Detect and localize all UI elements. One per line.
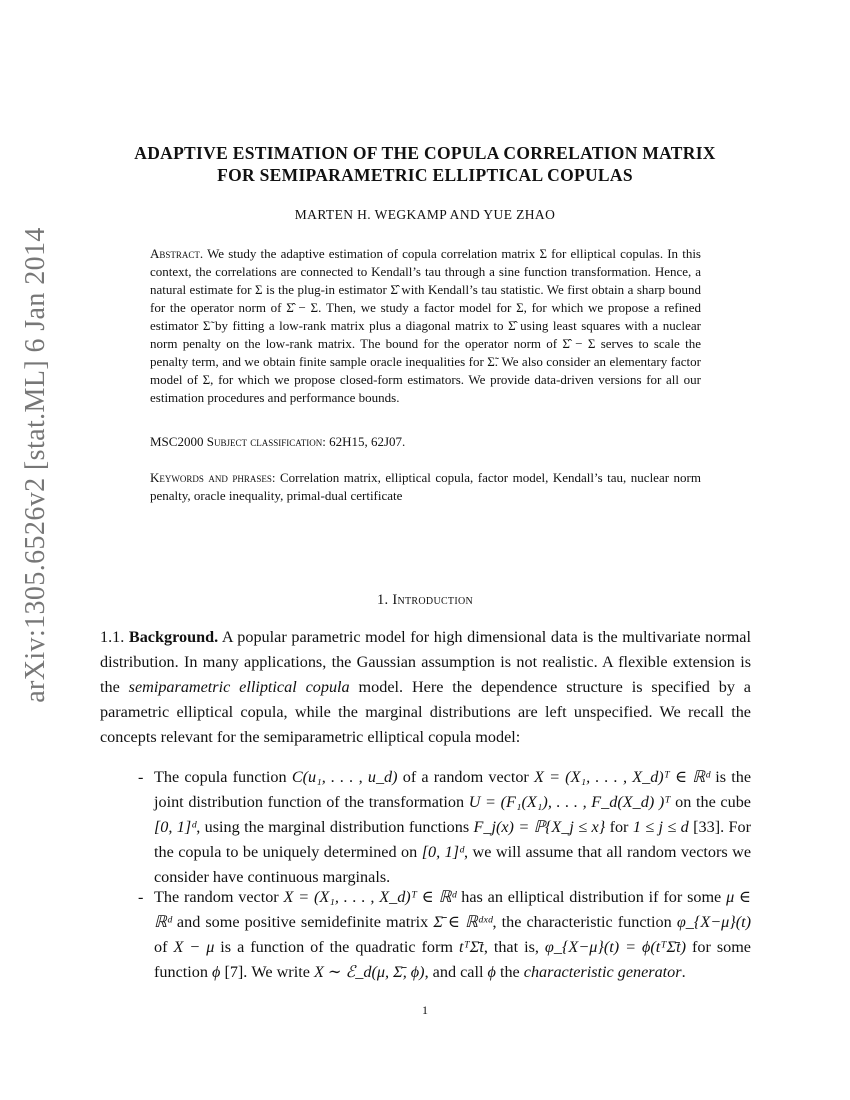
math: ϕ [487, 963, 496, 981]
bullet-text: of [154, 938, 168, 956]
bullet-text: and some positive semidefinite matrix [176, 913, 429, 931]
bullet-text: , the characteristic function [492, 913, 672, 931]
math: [0, 1]ᵈ [154, 818, 197, 836]
paper-title [60, 142, 790, 186]
math: U = (F₁(X₁), . . . , F_d(X_d) )ᵀ [468, 793, 671, 811]
math: tᵀΣ̄t [458, 938, 484, 956]
bullet-text: of a random vector [402, 768, 529, 786]
keywords [150, 469, 701, 505]
bullet-text: , using the marginal distribution functions [196, 818, 470, 836]
math: ϕ [212, 963, 221, 981]
math: X ∼ ℰ_d(μ, Σ̄, ϕ) [313, 963, 425, 981]
bullet-text: , and call [424, 963, 484, 981]
abstract-text: We study the adaptive estimation of copula correlation matrix Σ for elliptical copulas. In this context, the correlations are connected to Kendall’s tau through a sine function transformation. Hence, a natural estimate for Σ is the plug-in estimator Σ̂ with Kendall’s tau statistic. We first obtain a sharp bound for the operator norm of Σ̂ − Σ. Then, we study a factor model for Σ, for which we propose a refined estimator Σ̃ by fitting a low-rank matrix plus a diagonal matrix to Σ̂ using least squares with a nuclear norm penalty on the low-rank matrix. The bound for the operator norm of Σ̂ − Σ serves to scale the penalty term, and we obtain finite sample oracle inequalities for Σ̃. We also consider an elementary factor model of Σ, for which we propose closed-form estimators. We provide data-driven versions for all our estimation procedures and performance bounds. [150, 246, 701, 405]
bullet-text: . [681, 963, 686, 981]
bullet-text: [7]. We write [224, 963, 310, 981]
msc-classification [150, 433, 701, 451]
subsection-heading: Background. [128, 628, 219, 646]
keywords-text: Correlation matrix, elliptical copula, factor model, Kendall’s tau, nuclear norm penalty, oracle inequality, primal-dual certificate [150, 470, 701, 503]
section-heading: 1. Introduction [376, 592, 474, 608]
msc-label: MSC2000 Subject classification: [150, 434, 326, 449]
math: X = (X₁, . . . , X_d)ᵀ ∈ ℝᵈ [283, 888, 457, 906]
bullet-text: the [499, 963, 520, 981]
math: 1 ≤ j ≤ d [632, 818, 689, 836]
title-line-2: FOR SEMIPARAMETRIC ELLIPTICAL COPULAS [217, 165, 633, 185]
bullet-elliptical-distribution [138, 885, 752, 985]
bullet-text: , we will assume that all random vectors we consider have continuous marginals. [154, 843, 752, 886]
math: Σ̄ ∈ ℝᵈˣᵈ [433, 913, 493, 931]
math: C(u₁, . . . , u_d) [291, 768, 398, 786]
math: F_j(x) = ℙ{X_j ≤ x} [473, 818, 606, 836]
math: [0, 1]ᵈ [421, 843, 465, 861]
abstract-label: Abstract. [150, 246, 204, 261]
background-emphasis: semiparametric elliptical copula [128, 678, 350, 696]
bullet-text: , that is, [483, 938, 539, 956]
math: φ_{X−μ}(t) = ϕ(tᵀΣ̄t) [544, 938, 687, 956]
math: X − μ [173, 938, 215, 956]
subsection-number: 1.1. [100, 628, 125, 646]
bullet-text: The random vector [154, 888, 279, 906]
bullet-text: for some function [154, 938, 751, 981]
bullet-dash: - [138, 768, 144, 786]
bullet-text: is a function of the quadratic form [220, 938, 453, 956]
bullet-dash: - [138, 888, 144, 906]
background-text: A popular parametric model for high dimensional data is the multivariate normal distribution. In many applications, the Gaussian assumption is not realistic. A flexible extension is the [100, 628, 751, 696]
keywords-label: Keywords and phrases: [150, 470, 276, 485]
bullet-text: on the cube [675, 793, 751, 811]
msc-codes: 62H15, 62J07. [329, 434, 406, 449]
background-paragraph [100, 625, 751, 750]
bullet-text: is the joint distribution function of the transformation [154, 768, 752, 811]
math: φ_{X−μ}(t) [676, 913, 752, 931]
bullet-text: The copula function [154, 768, 287, 786]
math: μ ∈ ℝᵈ [154, 888, 752, 931]
abstract [150, 245, 701, 407]
bullet-emphasis: characteristic generator [523, 963, 682, 981]
background-text-cont: model. Here the dependence structure is specified by a parametric elliptical copula, while the marginal distributions are left unspecified. We recall the concepts relevant for the semiparametric elliptical copula model: [100, 678, 751, 746]
title-line-1: ADAPTIVE ESTIMATION OF THE COPULA CORRELATION MATRIX [134, 143, 716, 163]
bullet-text: for [609, 818, 629, 836]
bullet-text: [33]. For the copula to be uniquely determined on [154, 818, 752, 861]
arxiv-identifier: arXiv:1305.6526v2 [stat.ML] 6 Jan 2014 [20, 227, 51, 703]
bullet-copula-function [138, 765, 752, 890]
math: X = (X₁, . . . , X_d)ᵀ ∈ ℝᵈ [534, 768, 711, 786]
bullet-text: has an elliptical distribution if for some [461, 888, 722, 906]
authors: MARTEN H. WEGKAMP AND YUE ZHAO [294, 207, 556, 222]
page-number: 1 [422, 1003, 428, 1017]
